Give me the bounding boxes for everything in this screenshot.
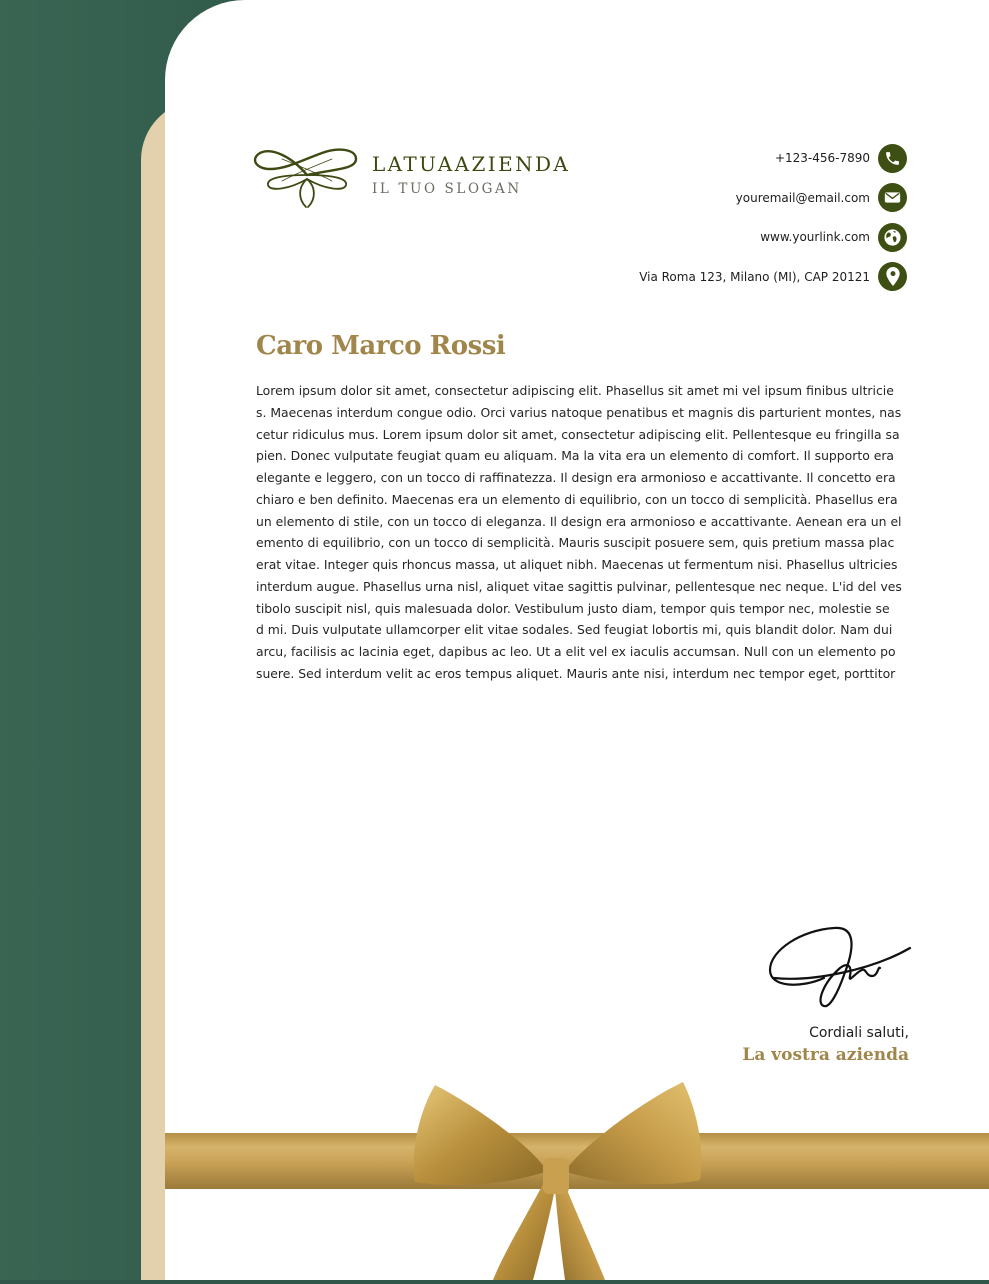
body-line: suere. Sed interdum velit ac eros tempus aliquet. Mauris ante nisi, interdum nec tempor eget, porttitor	[256, 665, 896, 681]
letter-greeting: Caro Marco Rossi	[256, 331, 506, 361]
closing-phrase: Cordiali saluti,	[809, 1025, 909, 1041]
body-line: s. Maecenas interdum congue odio. Orci varius natoque penatibus et magnis dis parturient montes, nas	[256, 404, 902, 420]
gold-bow-decoration	[405, 1080, 705, 1284]
body-line: Lorem ipsum dolor sit amet, consectetur adipiscing elit. Phasellus sit amet mi vel ipsum finibus ultricie	[256, 383, 894, 398]
globe-icon	[878, 223, 907, 252]
letter-body	[256, 380, 910, 685]
email-icon	[878, 183, 907, 212]
body-line: emento di equilibrio, con un tocco di semplicità. Mauris suscipit posuere sem, quis pretium massa plac	[256, 535, 895, 551]
contact-email	[527, 184, 907, 212]
body-line: d mi. Duis vulputate ullamcorper elit vitae sodales. Sed feugiat lobortis mi, quis blandit dolor. Nam dui	[256, 622, 893, 638]
body-line: tibolo suscipit nisl, quis malesuada dolor. Vestibulum justo diam, tempor quis tempor nec, molestie se	[256, 600, 890, 616]
body-line: erat vitae. Integer quis rhoncus massa, ut aliquet nibh. Maecenas ut fermentum nisi. Phasellus ultricies	[256, 557, 898, 572]
brand-slogan: IL TUO SLOGAN	[372, 181, 522, 197]
phone-icon	[878, 144, 907, 173]
body-line: cetur ridiculus mus. Lorem ipsum dolor sit amet, consectetur adipiscing elit. Pellentesque eu fringilla sa	[256, 426, 900, 442]
contact-block	[527, 144, 907, 302]
contact-address	[527, 263, 907, 291]
body-line: chiaro e ben definito. Maecenas era un elemento di equilibrio, con un tocco di semplicità. Phasellus era	[256, 491, 898, 507]
contact-phone	[527, 144, 907, 172]
address-text: Via Roma 123, Milano (MI), CAP 20121	[639, 269, 870, 284]
body-line: un elemento di stile, con un tocco di eleganza. Il design era armonioso e accattivante. Aenean era un el	[256, 513, 902, 529]
email-text[interactable]: youremail@email.com	[735, 190, 870, 205]
contact-website	[527, 223, 907, 251]
handwritten-signature	[762, 920, 917, 1019]
company-signoff: La vostra azienda	[742, 1045, 909, 1065]
body-line: elegante e leggero, con un tocco di raffinatezza. Il design era armonioso e accattivante. Il concetto era	[256, 470, 896, 485]
body-line: pien. Donec vulputate feugiat quam eu aliquam. Ma la vita era un elemento di comfort. Il supporto era	[256, 448, 895, 464]
website-text[interactable]: www.yourlink.com	[760, 230, 870, 244]
body-line: arcu, facilisis ac lacinia eget, dapibus ac leo. Ut a elit vel ex iaculis accumsan. Null con un elemento po	[256, 644, 896, 659]
brand-name: LATUAAZIENDA	[372, 152, 571, 176]
location-pin-icon	[878, 262, 907, 291]
phone-text[interactable]: +123-456-7890	[774, 151, 870, 165]
body-line: interdum augue. Phasellus urna nisl, aliquet vitae sagittis pulvinar, pellentesque nec neque. L'id del ves	[256, 578, 902, 594]
ornament-knot-icon	[252, 145, 362, 211]
